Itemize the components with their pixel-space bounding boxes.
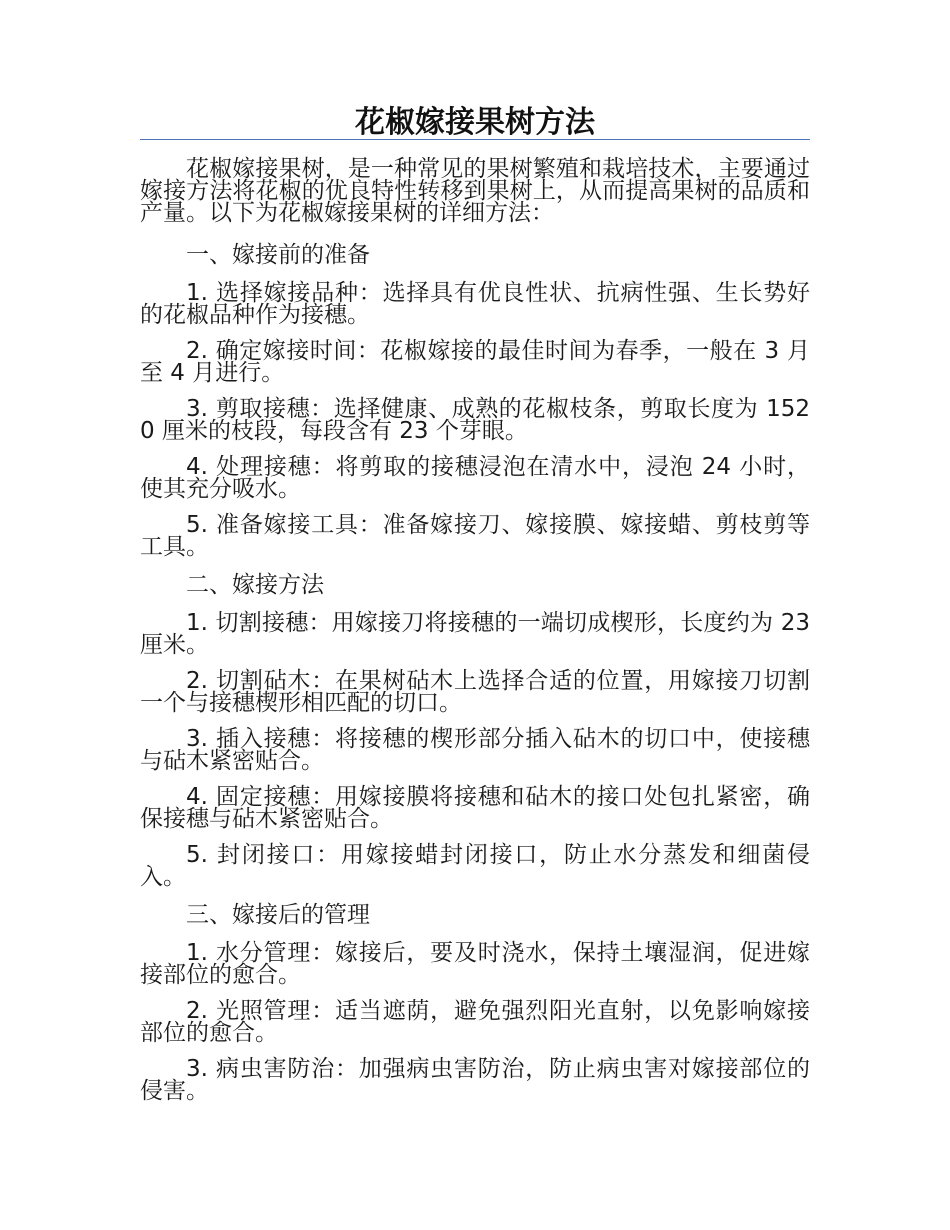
list-item: 2. 切割砧木：在果树砧木上选择合适的位置，用嫁接刀切割一个与接穗楔形相匹配的切口。: [140, 668, 810, 716]
document-body: [140, 158, 810, 1116]
list-item: 3. 剪取接穗：选择健康、成熟的花椒枝条，剪取长度为 1520 厘米的枝段，每段含有 23 个芽眼。: [140, 396, 810, 444]
list-item: 4. 固定接穗：用嫁接膜将接穗和砧木的接口处包扎紧密，确保接穗与砧木紧密贴合。: [140, 784, 810, 832]
document-title: 花椒嫁接果树方法: [355, 105, 595, 140]
list-item: 5. 封闭接口：用嫁接蜡封闭接口，防止水分蒸发和细菌侵入。: [140, 842, 810, 890]
list-item: 2. 光照管理：适当遮荫，避免强烈阳光直射，以免影响嫁接部位的愈合。: [140, 998, 810, 1046]
title-underline: [140, 139, 810, 140]
list-item: 1. 选择嫁接品种：选择具有优良性状、抗病性强、生长势好的花椒品种作为接穗。: [140, 280, 810, 328]
list-item: 1. 水分管理：嫁接后，要及时浇水，保持土壤湿润，促进嫁接部位的愈合。: [140, 940, 810, 988]
list-item: 4. 处理接穗：将剪取的接穗浸泡在清水中，浸泡 24 小时，使其充分吸水。: [140, 454, 810, 502]
section-heading-preparation: 一、嫁接前的准备: [186, 242, 370, 268]
intro-paragraph: 花椒嫁接果树，是一种常见的果树繁殖和栽培技术，主要通过嫁接方法将花椒的优良特性转移到果树上，从而提高果树的品质和产量。以下为花椒嫁接果树的详细方法：: [140, 156, 810, 226]
section-heading-method: 二、嫁接方法: [186, 572, 324, 598]
list-item: 1. 切割接穗：用嫁接刀将接穗的一端切成楔形，长度约为 23 厘米。: [140, 610, 810, 658]
section-heading-management: 三、嫁接后的管理: [186, 902, 370, 928]
list-item: 2. 确定嫁接时间：花椒嫁接的最佳时间为春季，一般在 3 月至 4 月进行。: [140, 338, 810, 386]
list-item: 5. 准备嫁接工具：准备嫁接刀、嫁接膜、嫁接蜡、剪枝剪等工具。: [140, 512, 810, 560]
list-item: 3. 病虫害防治：加强病虫害防治，防止病虫害对嫁接部位的侵害。: [140, 1056, 810, 1104]
list-item: 3. 插入接穗：将接穗的楔形部分插入砧木的切口中，使接穗与砧木紧密贴合。: [140, 726, 810, 774]
